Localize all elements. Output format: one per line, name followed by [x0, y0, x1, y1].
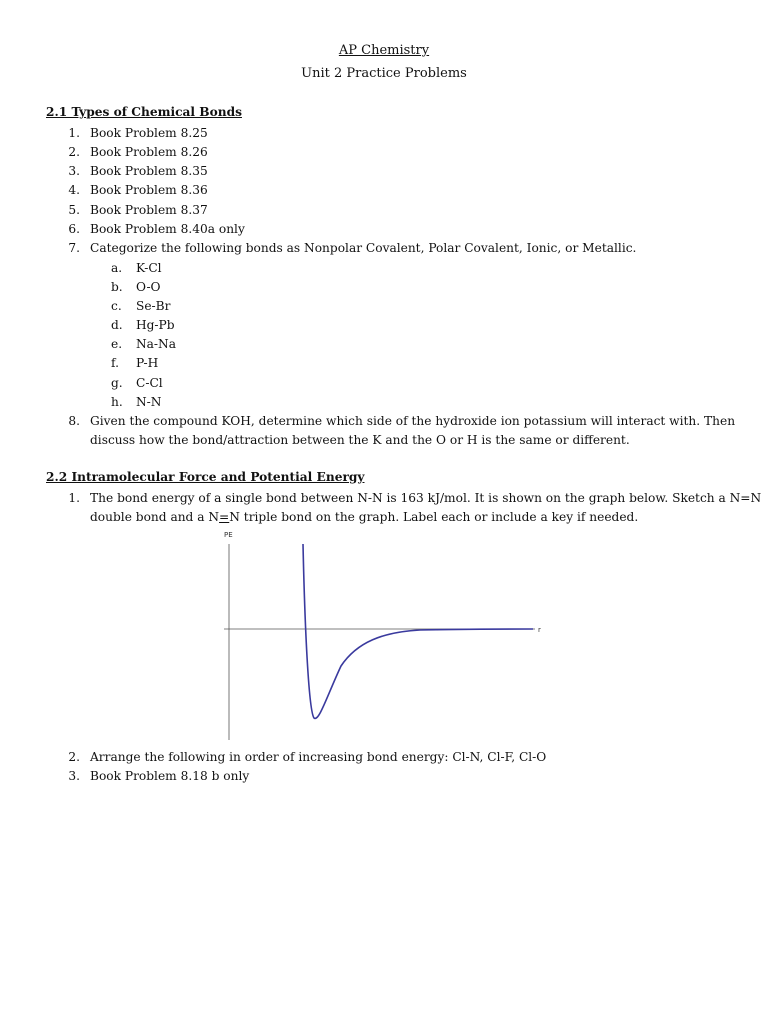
x-axis-label: r: [538, 626, 541, 634]
item-text: Book Problem 8.40a only: [90, 222, 245, 236]
subitem-letter: h.: [111, 395, 123, 409]
item-text-line1: Given the compound KOH, determine which side of the hydroxide ion potassium will interact with. Then: [90, 414, 736, 428]
subitem-letter: e.: [111, 337, 123, 351]
subitem-text: O-O: [136, 280, 161, 294]
subitem-letter: a.: [111, 261, 123, 275]
subitem-letter: f.: [111, 356, 119, 370]
subitem-text: Hg-Pb: [136, 318, 175, 332]
item-number: 3.: [68, 769, 80, 783]
section-heading-2-1: 2.1 Types of Chemical Bonds: [46, 105, 242, 119]
item-text-line2: discuss how the bond/attraction between the K and the O or H is the same or different.: [90, 433, 630, 447]
item-text-line1: The bond energy of a single bond between N-N is 163 kJ/mol. It is shown on the graph below. Sketch a N=N: [90, 491, 762, 505]
subitem-letter: c.: [111, 299, 122, 313]
item-number: 1.: [68, 491, 80, 505]
document-title: AP Chemistry: [338, 43, 430, 58]
subitem-text: N-N: [136, 395, 162, 409]
item-number: 5.: [68, 203, 80, 217]
subitem-letter: b.: [111, 280, 123, 294]
item-text: Book Problem 8.25: [90, 126, 208, 140]
item-text: Book Problem 8.36: [90, 183, 208, 197]
item-number: 8.: [68, 414, 80, 428]
subitem-text: K-Cl: [136, 261, 162, 275]
item-text: Categorize the following bonds as Nonpolar Covalent, Polar Covalent, Ionic, or Metallic.: [90, 241, 637, 255]
subitem-text: P-H: [136, 356, 159, 370]
item-text: Book Problem 8.35: [90, 164, 208, 178]
subitem-letter: g.: [111, 376, 123, 390]
triple-bond-symbol: =: [219, 510, 230, 524]
item-text: Arrange the following in order of increasing bond energy: Cl-N, Cl-F, Cl-O: [90, 750, 547, 764]
subitem-text: C-Cl: [136, 376, 163, 390]
item-number: 3.: [68, 164, 80, 178]
item-number: 2.: [68, 145, 80, 159]
potential-energy-graph: [215, 526, 555, 744]
section-heading-2-2: 2.2 Intramolecular Force and Potential Energy: [46, 470, 365, 484]
subitem-text: Se-Br: [136, 299, 171, 313]
subitem-text: Na-Na: [136, 337, 176, 351]
y-axis-label: PE: [224, 531, 233, 539]
single-bond-curve: [303, 544, 533, 718]
item-text: Book Problem 8.26: [90, 145, 208, 159]
item-number: 1.: [68, 126, 80, 140]
item-number: 6.: [68, 222, 80, 236]
text-segment: N triple bond on the graph. Label each or include a key if needed.: [229, 510, 639, 524]
item-text: Book Problem 8.18 b only: [90, 769, 250, 783]
subitem-letter: d.: [111, 318, 123, 332]
item-number: 2.: [68, 750, 80, 764]
item-text: Book Problem 8.37: [90, 203, 208, 217]
document-subtitle: Unit 2 Practice Problems: [301, 66, 467, 81]
item-number: 7.: [68, 241, 80, 255]
item-text-line2: [90, 508, 730, 527]
text-segment: double bond and a N: [90, 510, 220, 524]
item-number: 4.: [68, 183, 80, 197]
